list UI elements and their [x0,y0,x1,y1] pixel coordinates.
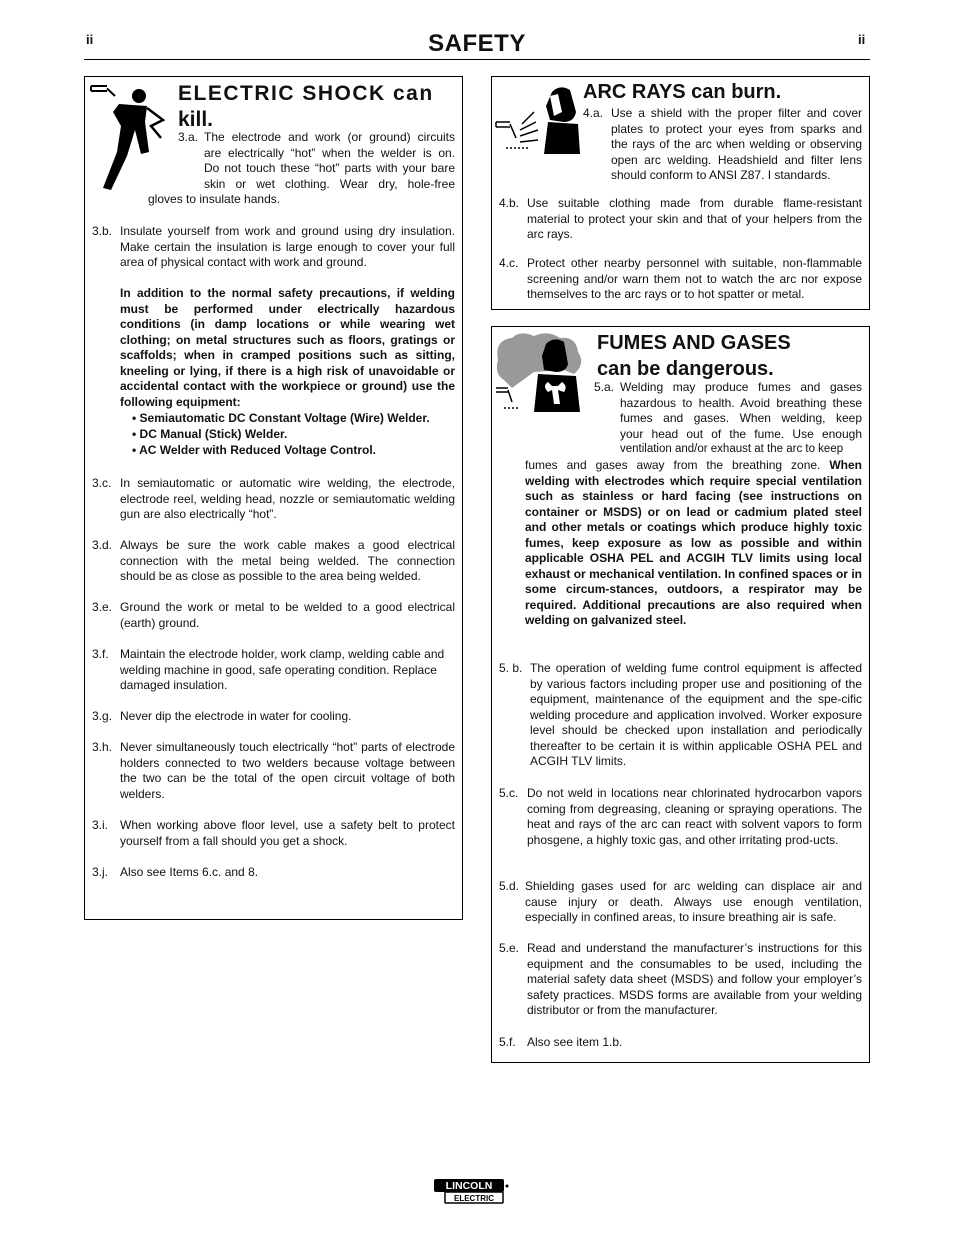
header-rule [84,59,870,60]
item-text: Never simultaneously touch electrically “hot” parts of electrode holders connected to two welders because voltage between the two can be the total of the open circuit voltage of both welders. [120,740,455,801]
item-text: Also see item 1.b. [527,1035,623,1049]
shock-item-3a-line2: are electrically “hot” when the welder is on. [204,145,455,160]
equipment-item-2: • DC Manual (Stick) Welder. [132,427,288,441]
item-label: 3.c. [92,476,112,490]
arc-rays-icon [494,82,582,154]
shock-item-3a-line3: Do not touch these “hot” parts with your bare [204,161,455,175]
item-label: 4.a. [583,106,604,120]
fumes-icon [494,330,586,412]
logo-line2: ELECTRIC [454,1194,494,1203]
shock-item-3f [92,647,455,694]
fumes-item-5a-continued [525,458,862,629]
item-text-bold: When welding with electrodes which require special ventilation such as stainless or hard facing (see instructions on container or MSDS) or on lead or cadmium plated steel and other metals or coatings which produce highly toxic fumes, keep exposure as low as possible and within applicable OSHA PEL and ACGIH TLV limits using local exhaust or mechanical ventilation. In confined spaces or in some circum-stances, outdoors, a respirator may be required. Additional precautions are also required when welding on galvanized steel. [525,458,862,627]
item-text: fumes and gases away from the breathing zone. [525,458,821,472]
item-text: Protect other nearby personnel with suitable, non-flammable screening and/or warn them not to watch the arc nor expose themselves to the arc rays or to hot spatter or metal. [527,256,862,301]
shock-item-3j [92,865,455,881]
item-text: Shielding gases used for arc welding can displace air and cause injury or death. Always use enough ventilation, especially in confined areas, to insure breathing air is safe. [525,879,862,924]
arc-item-4a-line1: Use a shield with the proper filter and cover [611,106,862,120]
item-label: 5.f. [499,1035,516,1049]
shock-heading-line2: kill. [178,108,214,131]
lincoln-electric-logo [433,1178,511,1206]
fumes-item-5a-line2: hazardous to health. Avoid breathing these [620,395,862,410]
item-text: When working above floor level, use a safety belt to protect yourself from a fall should you get a shock. [120,818,455,848]
page-title: SAFETY [428,30,526,57]
shock-item-3g [92,709,455,725]
item-text: Always be sure the work cable makes a good electrical connection with the metal being welded. The connection should be as close as possible to the area being welded. [120,538,455,583]
item-text: Use suitable clothing made from durable flame-resistant material to protect your skin and that of your helpers from the arc rays. [527,196,862,241]
electric-shock-icon [89,82,169,194]
shock-item-3a-line5: gloves to insulate hands. [148,192,281,206]
shock-item-3b [92,224,455,271]
page-number-left: ii [86,32,94,47]
item-label: 3.d. [92,538,113,552]
item-label: 3.b. [92,224,113,238]
item-label: 5.d. [499,879,520,893]
item-text: In semiautomatic or automatic wire welding, the electrode, electrode reel, welding head, nozzle or semiautomatic welding gun are also electrically “hot”. [120,476,455,521]
item-label: 3.a. [178,130,199,144]
fumes-item-5d [499,879,862,926]
logo-line1: LINCOLN [445,1180,493,1192]
shock-item-3e [92,600,455,631]
shock-heading-line1: ELECTRIC SHOCK can [178,82,434,105]
arc-item-4a-line4: open arc welding. Headshield and filter lens [611,152,862,167]
item-text: Ground the work or metal to be welded to a good electrical (earth) ground. [120,600,455,630]
item-label: 3.e. [92,600,113,614]
shock-hazard-paragraph: In addition to the normal safety precautions, if welding must be performed under electrically hazardous conditions (in damp locations or while wearing wet clothing; on metal structures such as floors, gratings or scaffolds; when in cramped positions such as sitting, kneeling or lying, if there is a high risk of unavoidable or accidental contact with the workpiece or ground) use the following equipment: [120,286,455,409]
arc-item-4a-line5: should conform to ANSI Z87. I standards. [611,168,831,182]
item-label: 4.c. [499,256,519,270]
fumes-item-5f [499,1035,862,1051]
fumes-heading-line1: FUMES AND GASES [597,332,791,354]
equipment-item-1: • Semiautomatic DC Constant Voltage (Wire) Welder. [132,411,430,425]
item-label: 5.e. [499,941,520,955]
shock-item-3c [92,476,455,523]
item-label: 3.h. [92,740,113,754]
fumes-item-5a-line1: Welding may produce fumes and gases [620,380,862,394]
arc-item-4b [499,196,862,243]
item-label: 3.f. [92,647,109,661]
fumes-heading-line2: can be dangerous. [597,358,774,380]
fumes-item-5c [499,786,862,848]
item-text: Do not weld in locations near chlorinated hydrocarbon vapors coming from degreasing, cleaning or spraying operations. The heat and rays of the arc can react with solvent vapors to form phosgene, a highly toxic gas, and other irritating prod-ucts. [527,786,862,847]
arc-heading: ARC RAYS can burn. [583,81,782,103]
shock-item-3i [92,818,455,849]
fumes-item-5a-line3: fumes and gases. When welding, keep [620,411,862,425]
fumes-item-5e [499,941,862,1019]
shock-item-3a-line1: The electrode and work (or ground) circuits [204,130,455,144]
shock-item-3h [92,740,455,802]
item-label: 3.j. [92,865,109,879]
item-label: 4.b. [499,196,520,210]
item-label: 5.c. [499,786,519,800]
arc-item-4c [499,256,862,303]
page-number-right: ii [858,32,866,47]
arc-item-4a-line2: plates to protect your eyes from sparks and [611,121,862,136]
arc-item-4a-line3: the rays of the arc when welding or observing [611,137,862,151]
item-text: Insulate yourself from work and ground using dry insulation. Make certain the insulation is large enough to cover your full area of physical contact with work and ground. [120,224,455,269]
fumes-item-5b [499,661,862,770]
shock-item-3a-line4: skin or wet clothing. Wear dry, hole-free [204,176,455,191]
item-label: 5.a. [594,380,615,394]
fumes-item-5a-line4: your head out of the fume. Use enough [620,426,862,441]
fumes-item-5a-line5: ventilation and/or exhaust at the arc to keep [620,443,844,455]
item-label: 5. b. [499,661,523,675]
item-text: Read and understand the manufacturer’s instructions for this equipment and the consumables to be used, including the material safety data sheet (MSDS) and follow your employer’s safety practices. MSDS forms are available from your welding distributor or from the manufacturer. [527,941,862,1017]
item-label: 3.g. [92,709,113,723]
item-text: The operation of welding fume control equipment is affected by various factors including proper use and positioning of the equipment, maintenance of the equipment and the spe-cific welding procedure and application involved. Worker exposure level should be checked upon installation and periodically thereafter to be certain it is within applicable OSHA PEL and ACGIH TLV limits. [530,661,862,768]
item-text: Never dip the electrode in water for cooling. [120,709,352,723]
shock-item-3d [92,538,455,585]
item-label: 3.i. [92,818,109,832]
item-text: Maintain the electrode holder, work clamp, welding cable and welding machine in good, safe operating condition. Replace damaged insulation. [120,647,445,692]
item-text: Also see Items 6.c. and 8. [120,865,259,879]
equipment-item-3: • AC Welder with Reduced Voltage Control. [132,443,376,457]
